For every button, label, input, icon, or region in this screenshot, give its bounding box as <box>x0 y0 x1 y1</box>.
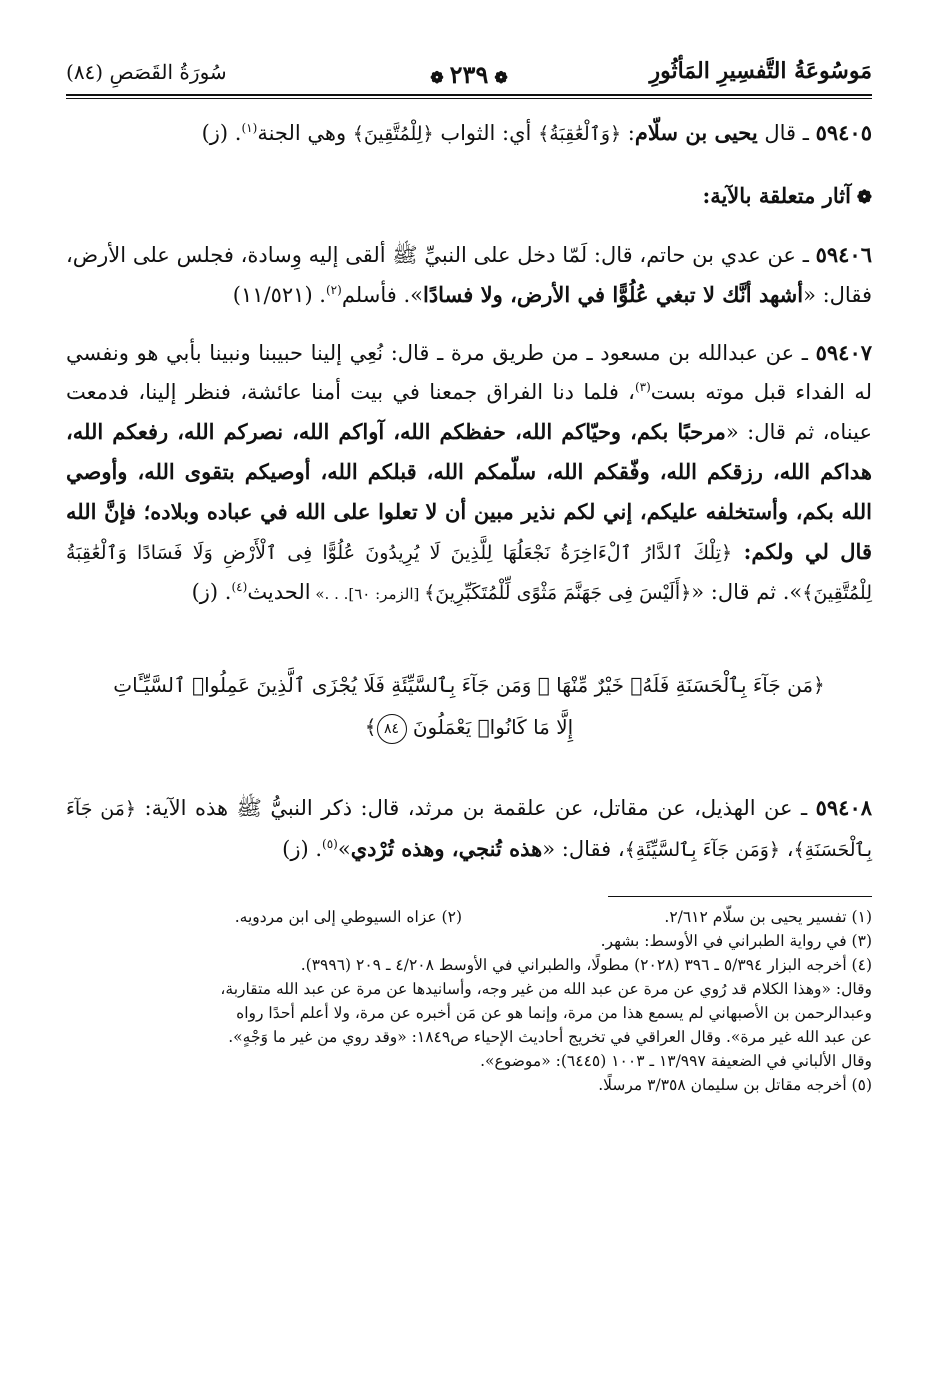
athar-number: ٥٩٤٠٨ <box>815 795 873 820</box>
text-run: » <box>337 837 351 861</box>
verse-reference: [الزمر: ٦٠]. . .» <box>310 585 425 603</box>
hadith-quote: مرحبًا بكم، وحيّاكم الله، حفظكم الله، آواكم الله، نصركم الله، رفعكم الله، هداكم الله، رزقكم الله، وفّقكم الله، سلّمكم الله، قبلكم الله، أوصيكم بتقوى الله، وأوصي الله بكم، وأستخلفه عليكم، إني لكم نذير مبين أن لا تعلوا على الله في عباده وبلاده؛ فإنَّ الله قال لي ولكم: <box>66 419 872 564</box>
footnote-5: (٥) أخرجه مقاتل بن سليمان ٣/٣٥٨ مرسلًا. <box>598 1076 872 1094</box>
footnote-ref: (١) <box>241 121 258 135</box>
quran-quote: ﴿وَمَن جَآءَ بِٱلسَّيِّئَةِ﴾ <box>624 839 781 861</box>
verse-number-badge: ٨٤ <box>377 714 407 744</box>
header-rule <box>66 94 872 99</box>
athar-number: ٥٩٤٠٦ <box>815 242 872 267</box>
footnote-4-cont: وعبدالرحمن بن الأصبهاني لم يسمع هذا من مرة، وإنما هو عن مَن أخبره عن مرة، ولا أعلم أحدًا رواه <box>236 1004 872 1022</box>
ornament-icon: ❁ <box>494 68 508 87</box>
quran-quote: ﴿أَلَيْسَ فِى جَهَنَّمَ مَثْوًى لِّلْمُتَكَبِّرِينَ﴾ <box>424 582 692 604</box>
text-run: ، <box>780 837 794 861</box>
text-run: الحديث <box>247 580 311 604</box>
section-heading-text: آثار متعلقة بالآية: <box>702 183 851 208</box>
text-run: وهي الجنة <box>257 121 353 145</box>
footnote-4: (٤) أخرجه البزار ٥/٣٩٤ ـ ٣٩٦ (٢٠٢٨) مطولًا، والطبراني في الأوسط ٤/٢٠٨ ـ ٢٠٩ (٣٩٩٦). <box>300 956 872 974</box>
page-number: ٢٣٩ <box>449 60 489 89</box>
main-text <box>66 113 872 870</box>
text-run: . (ز) <box>201 121 242 145</box>
footnote-1: (١) تفسير يحيى بن سلّام ٢/٦١٢. <box>664 908 872 926</box>
athar-paragraph <box>66 235 872 315</box>
verse-line-2 <box>66 706 872 748</box>
athar-paragraph <box>66 333 872 614</box>
athar-number: ٥٩٤٠٥ <box>815 120 872 145</box>
quran-quote: ﴿تِلْكَ ٱلدَّارُ ٱلْءَاخِرَةُ نَجْعَلُهَا لِلَّذِينَ لَا يُرِيدُونَ عُلُوًّا فِى ٱلْأَرْضِ وَلَا فَسَادًا وَٱلْعَٰقِبَةُ لِلْمُتَّقِينَ﴾ <box>66 542 872 604</box>
book-page <box>66 56 872 1097</box>
text-run: . (ز) <box>191 580 232 604</box>
page-header <box>66 56 872 94</box>
verse-text: إِلَّا مَا كَانُوا۟ يَعْمَلُونَ <box>412 715 574 739</box>
text-run: . (١١/٥٢١) <box>232 283 326 307</box>
flower-ornament-icon: ❁ <box>856 187 872 208</box>
surah-name: سُورَةُ القَصَصِ (٨٤) <box>66 60 227 84</box>
footnote-ref: (٥) <box>322 837 338 851</box>
footnote-ref: (٣) <box>634 380 651 394</box>
text-run: ـ عن الهذيل، عن مقاتل، عن علقمة بن مرثد، قال: ذكر النبيُّ ﷺ هذه الآية: <box>136 796 816 820</box>
text-run: . (ز) <box>282 837 323 861</box>
footnote-4-cont: وقال: «وهذا الكلام قد رُوي عن مرة عن عبد الله من غير وجه، وأسانيدها عن مرة عن عبد الله متقاربة، <box>220 980 872 998</box>
section-heading <box>66 176 872 217</box>
footnote-3: (٣) في رواية الطبراني في الأوسط: بشهر. <box>600 932 872 950</box>
text-run: ـ قال <box>757 121 816 145</box>
text-run: ، فلما دنا الفراق جمعنا في بيت أمنا عائشة، فنظر إلينا، فدمعت عيناه، ثم قال: « <box>66 380 872 444</box>
footnote-4-cont: وقال الألباني في الضعيفة ١٣/٩٩٧ ـ ١٠٠٣ (٦٤٤٥): «موضوع». <box>480 1052 872 1070</box>
footnote-divider <box>608 896 872 897</box>
athar-paragraph <box>66 113 872 154</box>
text-run: أي: الثواب <box>433 121 539 145</box>
hadith-quote: هذه تُنجي، وهذه تُرْدي <box>350 836 543 861</box>
verse-84-block <box>66 664 872 748</box>
text-run: : <box>621 121 635 145</box>
footnote-4-cont: عن عبد الله غير مرة». وقال العراقي في تخريج أحاديث الإحياء ص١٨٤٩: «وقد روي من غير ما وَجْهٍ». <box>228 1028 872 1046</box>
text-run: ». فأسلم <box>341 283 423 307</box>
athar-number: ٥٩٤٠٧ <box>815 340 873 365</box>
text-run: ـ عن عبدالله بن مسعود ـ من طريق مرة ـ قال: نُعِي إلينا حبيبنا ونبينا بأبي هو ونفسي له الفداء قبل موته بست <box>66 341 872 404</box>
footnote-2: (٢) عزاه السيوطي إلى ابن مردويه. <box>234 908 462 926</box>
footnote-ref: (٢) <box>325 283 342 297</box>
footnotes <box>66 905 872 1097</box>
ornament-icon: ❁ <box>430 68 444 87</box>
athar-paragraph <box>66 788 872 870</box>
footnote-ref: (٤) <box>231 580 248 594</box>
book-title: مَوسُوعَةُ التَّفسِيرِ المَأثُورِ <box>649 58 872 84</box>
footnote-row <box>66 905 872 929</box>
quran-quote: ﴿لِلْمُتَّقِينَ﴾ <box>352 123 434 145</box>
text-run: ـ عن عدي بن حاتم، قال: لَمّا دخل على النبيِّ ﷺ ألقى إليه وِسادة، فجلس على الأرض، فقال: « <box>66 243 872 307</box>
verse-line: ﴿مَن جَآءَ بِٱلْحَسَنَةِ فَلَهُۥ خَيْرٌ مِّنْهَا ۖ وَمَن جَآءَ بِٱلسَّيِّئَةِ فَلَا يُجْزَى ٱلَّذِينَ عَمِلُوا۟ ٱلسَّيِّـَٔاتِ <box>113 673 825 697</box>
text-run: ، فقال: « <box>542 837 625 861</box>
verse-close-bracket: ﴾ <box>364 715 377 739</box>
text-run: ». ثم قال: « <box>691 580 803 604</box>
hadith-quote: أشهد أنَّك لا تبغي عُلُوًّا في الأرض، ولا فسادًا <box>422 282 804 307</box>
quran-quote: ﴿وَٱلْعَٰقِبَةُ﴾ <box>538 123 622 145</box>
speaker-name: يحيى بن سلّام <box>634 120 758 145</box>
quran-quote: ﴿مَن جَآءَ بِٱلْحَسَنَةِ﴾ <box>66 798 872 861</box>
